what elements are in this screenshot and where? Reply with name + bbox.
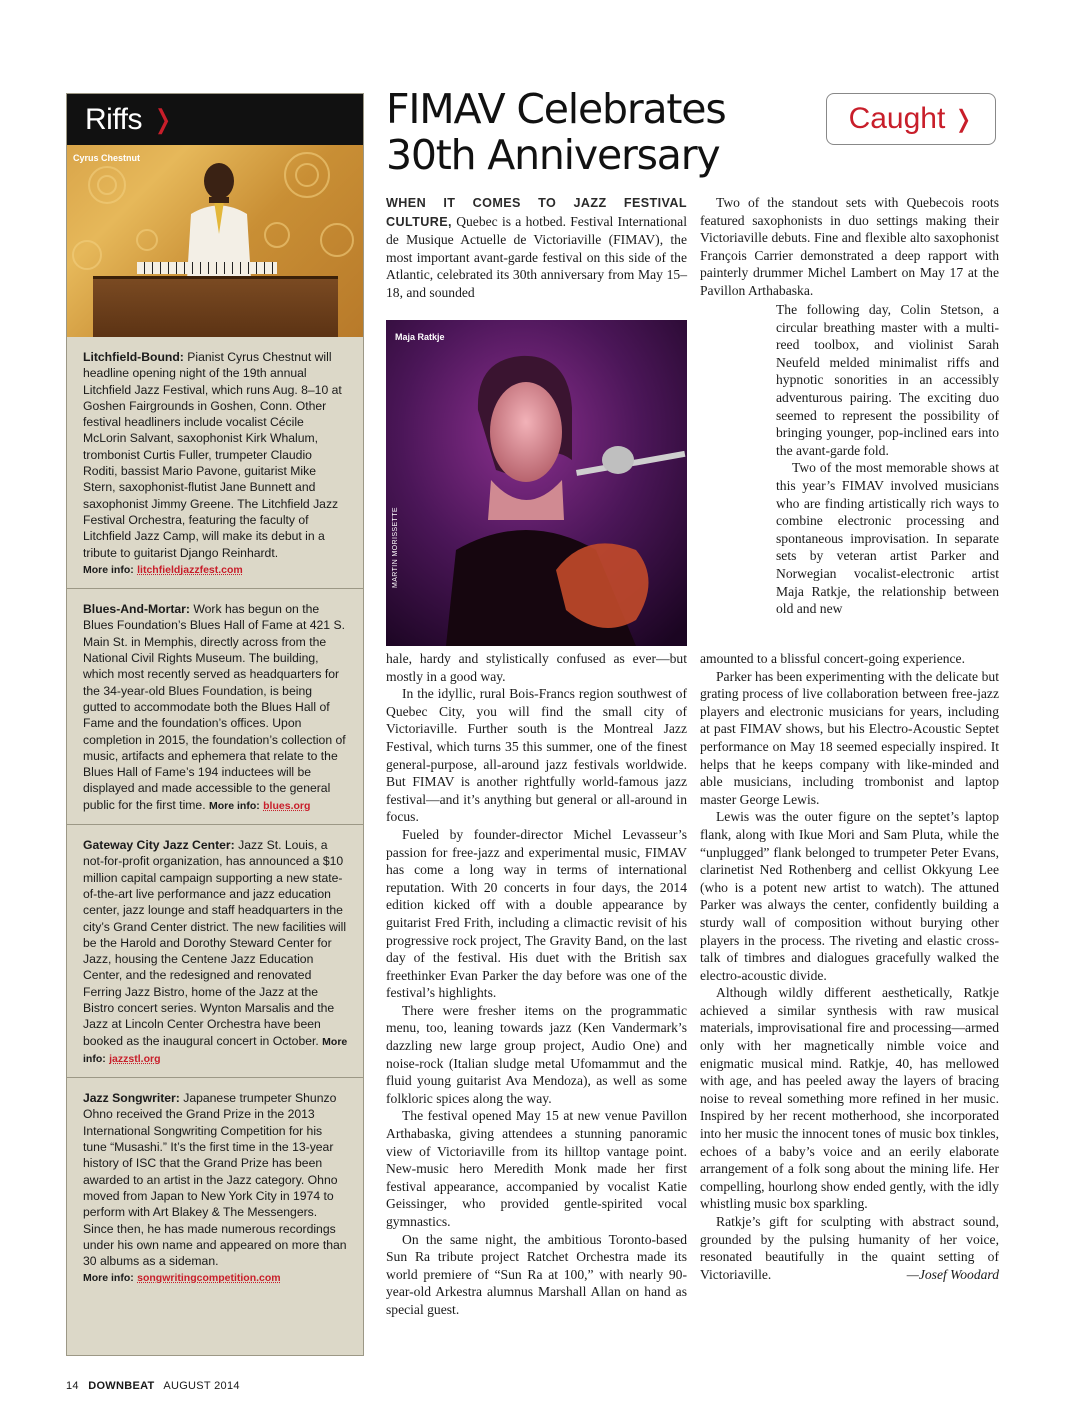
article-lead-in: WHEN IT COMES TO JAZZ FESTIVAL CULTURE, bbox=[386, 196, 687, 229]
article-paragraph: There were fresher items on the programmatic menu, too, leaning towards jazz (Ken Vandermark’s dazzling new large group project, Audio One) and noise-rock (Italian sludge metal Ufomammut and the fluid young guitarist Ava Mendoza), as well as some folkloric spices along the way. bbox=[386, 1002, 687, 1106]
more-info-label: More info: bbox=[83, 1272, 134, 1285]
maja-ratkje-photo bbox=[386, 320, 687, 646]
news-item bbox=[83, 601, 349, 814]
chevron-right-icon: ❭ bbox=[151, 104, 174, 134]
more-info-link[interactable]: songwritingcompetition.com bbox=[137, 1272, 281, 1285]
news-item-text: Jazz St. Louis, a not-for-profit organization, has announced a $10 million capital campaign supporting a new state-of-the-art live performance and jazz education center, jazz lounge and staff headquarters in the city’s Grand Center district. The new facilities will be the Harold and Dorothy Steward Center for Jazz, housing the Centene Jazz Education Center, and the redesigned and renovated Ferring Jazz Bistro, home of the Jazz at the Bistro concert series. Wynton Marsalis and the Jazz at Lincoln Center Orchestra have been booked as the inaugural concert in October. bbox=[83, 838, 347, 1048]
headline-line-1: FIMAV Celebrates bbox=[386, 85, 726, 133]
section-badge bbox=[826, 93, 996, 145]
article-paragraph: Two of the standout sets with Quebecois roots featured saxophonists in duo settings making their Victoriaville debuts. Fine and flexible alto saxophonist François Carrier demonstrated a deep rapport with painterly drummer Michel Lambert on May 17 at the Pavillon Arthabaska. bbox=[700, 195, 999, 298]
article-paragraph: hale, hardy and stylistically confused as ever—but mostly in a good way. bbox=[386, 651, 687, 684]
riffs-sidebar bbox=[66, 93, 364, 1356]
divider bbox=[67, 588, 363, 589]
cyrus-chestnut-photo bbox=[67, 145, 363, 337]
article-paragraph: Two of the most memorable shows at this year’s FIMAV involved musicians who are finding artistically rich ways to combine electronic processing and spontaneous improvisation. In separate sets by veteran artist Parker and Norwegian vocalist-electronic artist Maja Ratkje, the relationship between old and new bbox=[776, 460, 999, 617]
article-paragraph: On the same night, the ambitious Toronto-based Sun Ra tribute project Ratchet Orchestra made its world premiere of “Sun Ra at 100,” with nearly 90-year-old Arkestra alumnus Marshall Allan on hand as special guest. bbox=[386, 1231, 687, 1317]
photo-credit-text: MARTIN MORISSETTE bbox=[392, 507, 399, 588]
piano-body bbox=[93, 276, 338, 337]
more-info-label: More info: bbox=[83, 563, 134, 576]
article-paragraph: Parker has been experimenting with the delicate but grating process of live collaboration between free-jazz players and electronic musicians for years, including at past FIMAV shows, but his Electro-Acoustic Septet performance on May 18 seemed especially inspired. It helps that he keeps company with like-minded and able musicians, including trombonist and laptop master George Lewis. bbox=[700, 668, 999, 807]
sidebar-header bbox=[67, 94, 363, 145]
headline-line-2: 30th Anniversary bbox=[386, 131, 720, 179]
more-info-link[interactable]: jazzstl.org bbox=[109, 1052, 161, 1065]
news-item bbox=[83, 837, 349, 1067]
more-info-link[interactable]: litchfieldjazzfest.com bbox=[137, 563, 243, 576]
article-headline bbox=[386, 86, 806, 178]
piano-keys bbox=[137, 262, 277, 274]
performer-illustration bbox=[386, 320, 687, 646]
article-text: Quebec is a hotbed. Festival International de Musique Actuelle de Victoriaville (FIMAV), the most important avant-garde festival on this side of the Atlantic, celebrated its 30th anniversary from May 15–18, and sounded bbox=[386, 213, 687, 300]
photo-credit bbox=[392, 498, 402, 588]
page-number: 14 bbox=[66, 1380, 79, 1392]
news-item-lead: Blues-And-Mortar: bbox=[83, 602, 190, 617]
news-item-lead: Gateway City Jazz Center: bbox=[83, 838, 235, 853]
chevron-right-icon: ❭ bbox=[953, 105, 974, 133]
article-paragraph bbox=[700, 1213, 999, 1283]
more-info-link[interactable]: blues.org bbox=[263, 799, 311, 812]
news-item bbox=[83, 1090, 349, 1287]
issue-date: AUGUST 2014 bbox=[163, 1380, 240, 1392]
article-paragraph: In the idyllic, rural Bois-Francs region southwest of Quebec City, you will find the small city of Victoriaville. Further south is the Montreal Jazz Festival, which turns 35 this summer, one of the finest general-purpose, all-around jazz festivals worldwide. But FIMAV is another rightfully world-famous jazz festival—and it’s anything but general or all-around in focus. bbox=[386, 686, 687, 825]
divider bbox=[67, 1077, 363, 1078]
sidebar-body bbox=[67, 337, 363, 1287]
photo-caption: Cyrus Chestnut bbox=[73, 153, 141, 163]
article-col2-narrow bbox=[776, 301, 999, 618]
article-col2-bottom bbox=[700, 650, 999, 1283]
news-item-text: Pianist Cyrus Chestnut will headline opening night of the 19th annual Litchfield Jazz Festival, which runs Aug. 8–10 at Goshen Fairgrounds in Goshen, Conn. Other festival headliners include vocalist Cécile McLorin Salvant, saxophonist Kirk Whalum, trombonist Curtis Fuller, trumpeter Claudio Roditi, bassist Mario Pavone, guitarist Mike Stern, saxophonist-flutist Jane Bunnett and saxophonist Jimmy Greene. The Litchfield Jazz Festival Orchestra, featuring the faculty of Litchfield Jazz Camp, will make its debut in a tribute to guitarist Django Reinhardt. bbox=[83, 350, 342, 560]
article-paragraph: Fueled by founder-director Michel Levasseur’s passion for free-jazz and experimental music, FIMAV has come a long way in terms of international reputation. With 20 concerts in four days, the 2014 edition kicked off with a double appearance by guitarist Fred Frith, including a climactic revisit of his progressive rock project, The Gravity Band, on the last day of the festival. His duet with the British sax freethinker Evan Parker the day before was one of the festival’s highlights. bbox=[386, 826, 687, 1001]
page-footer bbox=[66, 1380, 240, 1392]
news-item-lead: Litchfield-Bound: bbox=[83, 350, 184, 364]
article-paragraph: The following day, Colin Stetson, a circular breathing master with a multi-reed toolbox, and violinist Sarah Neufeld melded minimalist riffs and hypnotic sonorities in an accessibly adventurous pairing. The exciting duo seemed to represent the possibility of bringing younger, pop-inclined ears into the avant-garde fold. bbox=[776, 302, 999, 458]
news-item bbox=[83, 337, 349, 578]
article-col2-top bbox=[700, 194, 999, 300]
news-item-text: Japanese trumpeter Shunzo Ohno received the Grand Prize in the 2013 International Songwriting Competition for his tune “Musashi.” It’s the first time in the 13-year history of ISC that the Grand Prize has been awarded to an artist in the Jazz category. Ohno moved from Japan to New York City in 1974 to perform with Art Blakey & The Messengers. Since then, he has made numerous recordings under his own name and appeared on more than 30 albums as a sideman. bbox=[83, 1091, 347, 1269]
article-paragraph: Lewis was the outer figure on the septet’s laptop flank, along with Ikue Mori and Sam Pluta, while the “unplugged” flank belonged to trumpeter Peter Evans, clarinetist Ned Rothenberg and cellist Okkyung Lee (who is a potent new artist to watch). The attuned Parker was always the center, confidently building a sturdy wall of composition without burying other players in the process. The riveting and elastic cross-talk of timbres and dialogues gracefully walked the electro-acoustic divide. bbox=[700, 809, 999, 983]
article-paragraph: The festival opened May 15 at new venue Pavillon Arthabaska, giving attendees a stunning panoramic view of Victoriaville from its hilltop vantage point. New-music hero Meredith Monk made her first festival appearance, accompanied by vocalist Katie Geissinger, who provided gentle-spirited vocal gymnastics. bbox=[386, 1108, 687, 1229]
pianist-figure bbox=[179, 159, 259, 279]
article-paragraph: Although wildly different aesthetically, Ratkje achieved a similar synthesis with raw musical materials, improvisational fire and processing—armed only with her magnetically nimble voice and enigmatic musical mind. Ratkje, 40, has mellowed with age, and has peeled away the layers of bracing noise to reveal something more refined in her music. Inspired by her recent motherhood, she incorporated into her music the innocent tones of music box tinkles, echoes of a baby’s voice and an eerily elaborate arrangement of a folk song about the mining life. Her compelling, hourlong show ended gently, with the idly whistling music box sparkling. bbox=[700, 985, 999, 1212]
section-badge-label: Caught bbox=[848, 102, 946, 135]
photo-caption: Maja Ratkje bbox=[395, 332, 445, 342]
news-item-lead: Jazz Songwriter: bbox=[83, 1091, 180, 1106]
more-info-label: More info: bbox=[83, 1035, 348, 1065]
news-item-text: Work has begun on the Blues Foundation’s Blues Hall of Fame at 421 S. Main St. in Memphis, directly across from the National Civil Rights Museum. The building, which most recently served as headquarters for the 34-year-old Blues Foundation, is being gutted to accommodate both the Blues Hall of Fame and the foundation’s offices. Upon completion in 2015, the foundation’s collection of music, artifacts and ephemera that relate to the Blues Hall of Fame’s 194 inductees will be displayed and made accessible to the general public for the first time. bbox=[83, 602, 346, 812]
article-col1-bottom bbox=[386, 650, 687, 1319]
article-paragraph: amounted to a blissful concert-going experience. bbox=[700, 651, 965, 666]
magazine-brand: DOWNBEAT bbox=[88, 1380, 155, 1392]
more-info-label: More info: bbox=[209, 799, 260, 812]
divider bbox=[67, 824, 363, 825]
article-col1-top bbox=[386, 194, 687, 302]
article-text: Ratkje’s gift for sculpting with abstract sound, grounded by the pulsing humanity of her voice, resonated beautifully in the quaint setting of Victoriaville. bbox=[700, 1214, 999, 1282]
sidebar-title: Riffs bbox=[85, 102, 142, 136]
author-signature: —Josef Woodard bbox=[906, 1266, 999, 1282]
